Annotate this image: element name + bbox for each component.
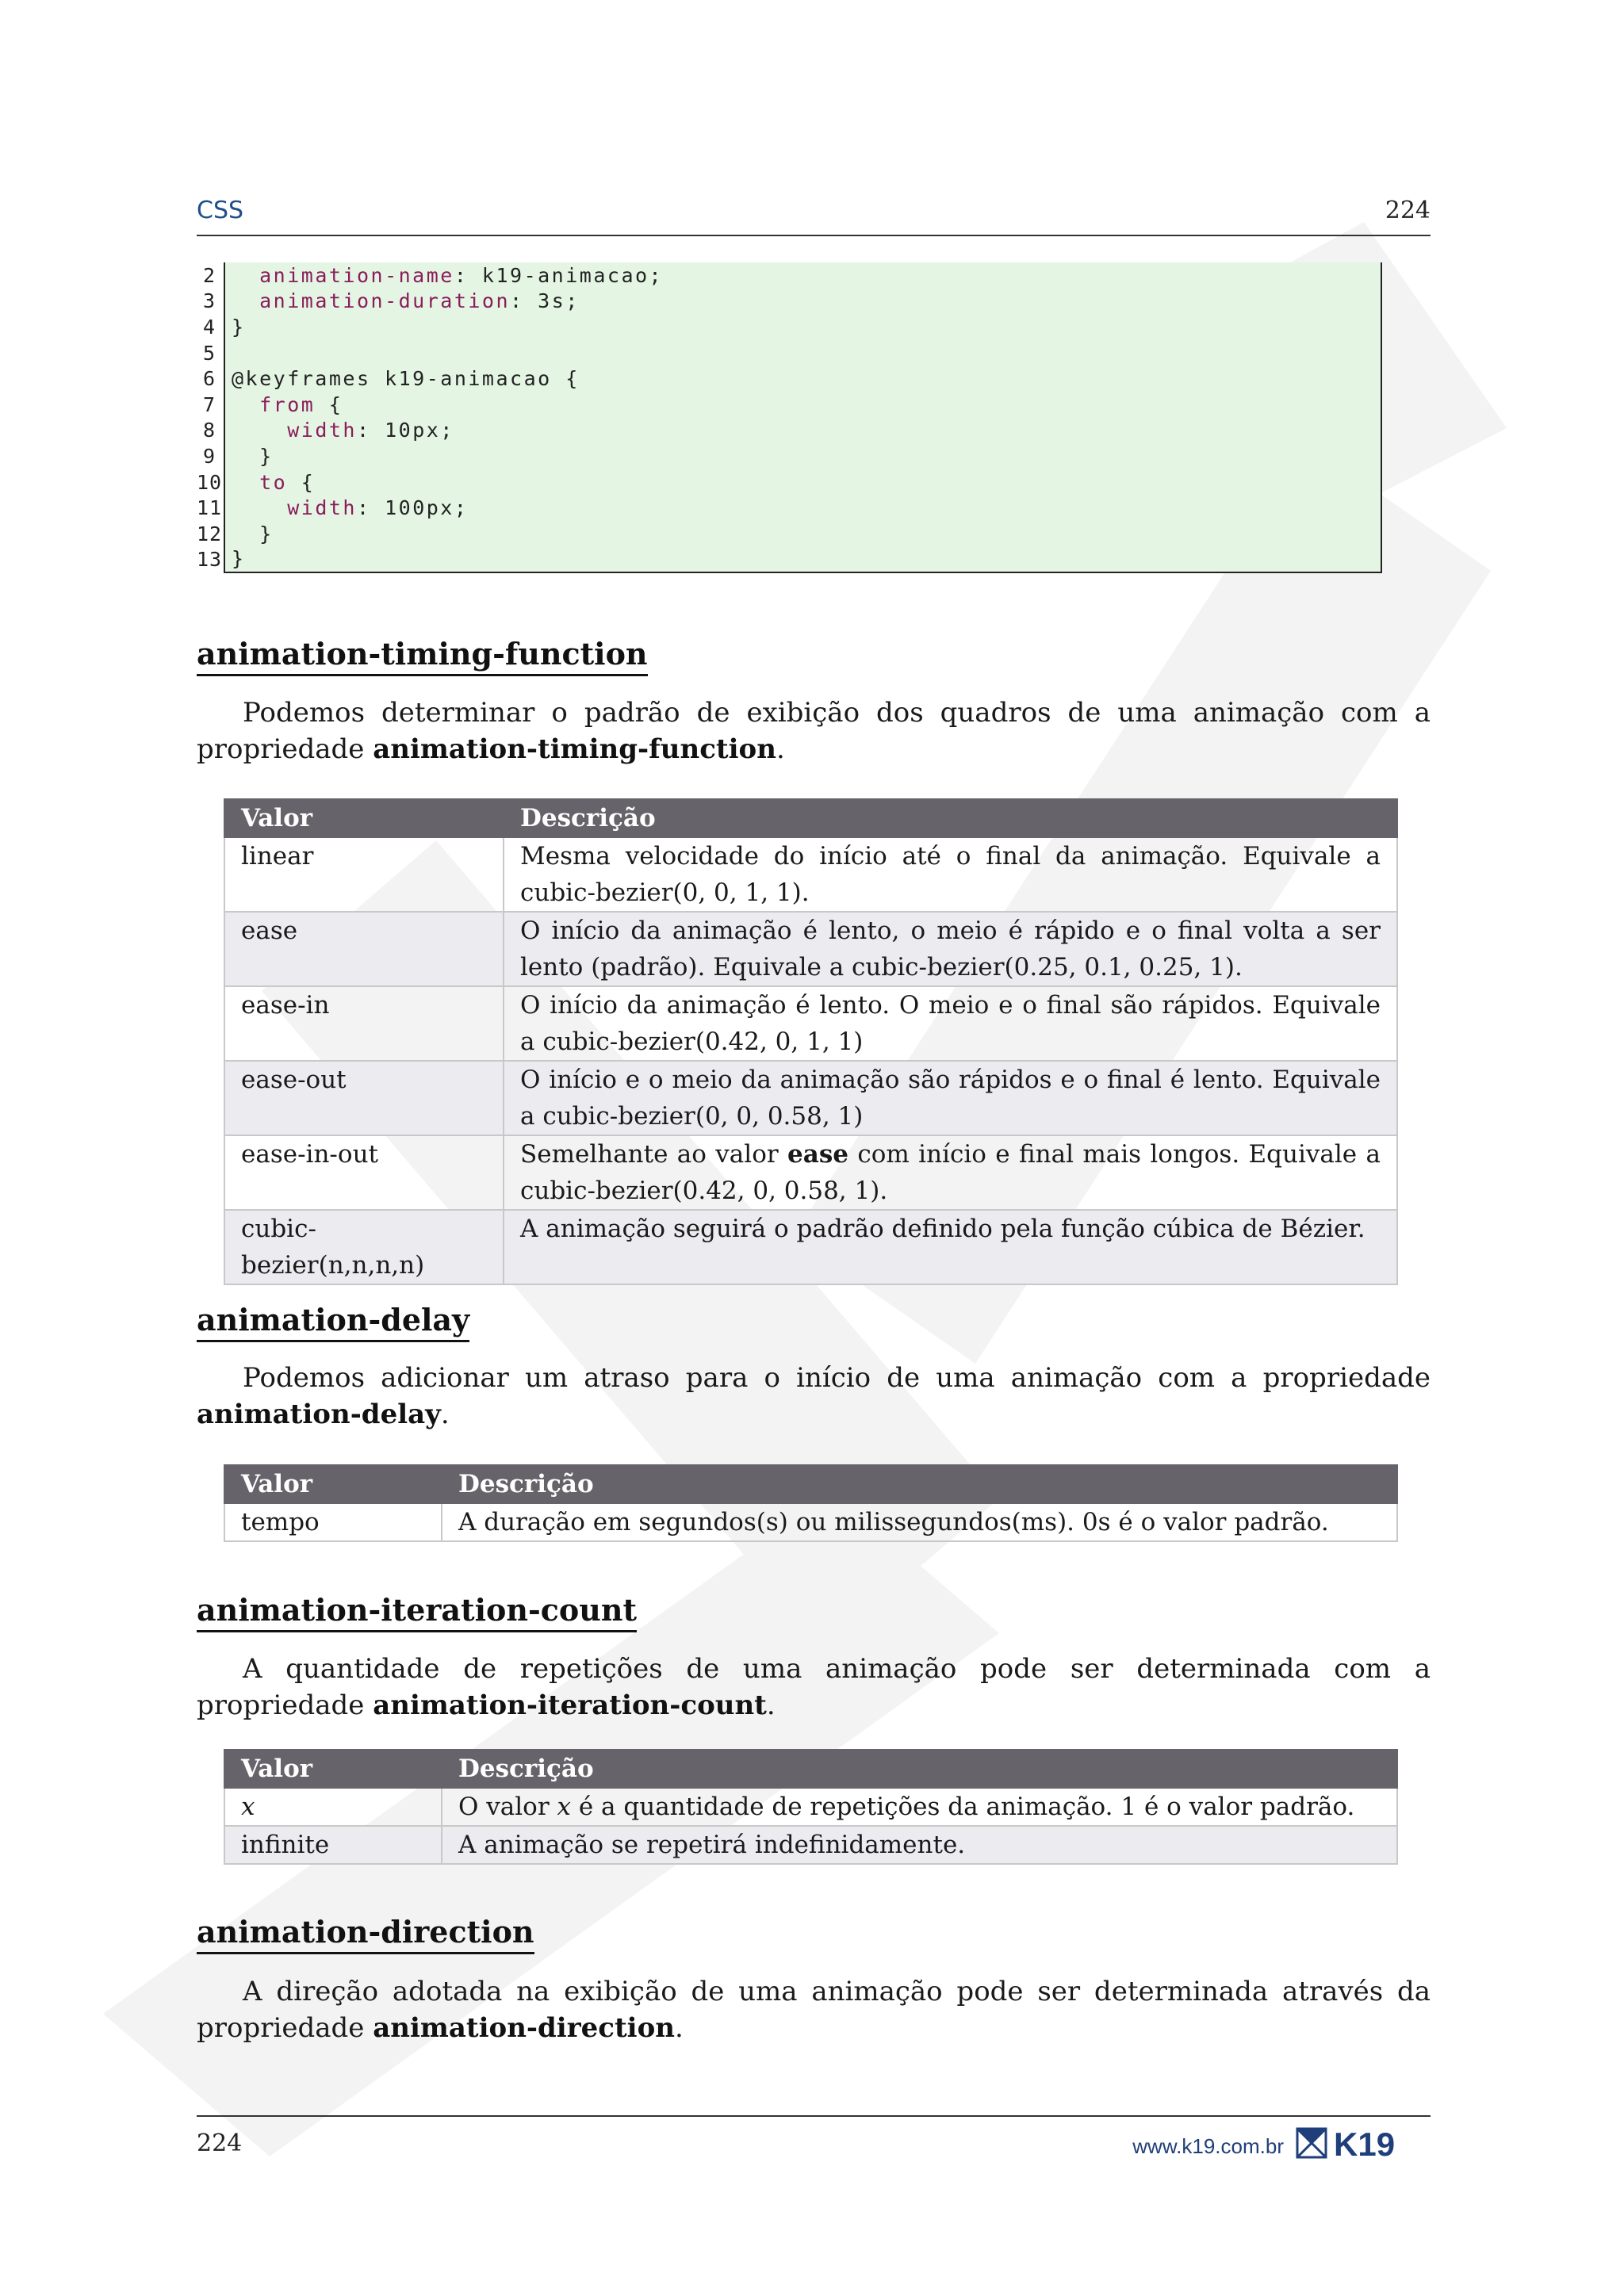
description-cell: A duração em segundos(s) ou milissegundos(ms). 0s é o valor padrão. (442, 1503, 1397, 1541)
line-number: 3 (202, 289, 216, 313)
paragraph-direction: A direção adotada na exibição de uma animação pode ser determinada através da propriedade animation-direction. (197, 1976, 1431, 2044)
chapter-title: CSS (197, 197, 244, 224)
table-row (224, 1061, 1397, 1135)
section-heading-direction: animation-direction (197, 1915, 534, 1954)
description-cell: Mesma velocidade do início até o final da animação. Equivale a cubic-bezier(0, 0, 1, 1). (504, 837, 1397, 912)
description-cell: O início da animação é lento. O meio e o final são rápidos. Equivale a cubic-bezier(0.42, 0, 1, 1) (504, 986, 1397, 1061)
code-text: from { (224, 392, 1382, 418)
column-header-description: Descrição (442, 1465, 1397, 1503)
code-line (197, 340, 1382, 366)
line-number: 10 (197, 470, 223, 494)
property-name: animation-iteration-count (373, 1689, 767, 1721)
line-number: 13 (197, 548, 223, 572)
code-text: @keyframes k19-animacao { (224, 365, 1382, 392)
footer-page-number: 224 (197, 2130, 243, 2157)
code-line (197, 469, 1382, 496)
code-text (224, 340, 1382, 366)
line-number: 2 (202, 263, 216, 287)
code-text: width : 100px; (224, 495, 1382, 521)
value-cell: linear (224, 837, 504, 912)
table-row (224, 912, 1397, 986)
column-header-value: Valor (224, 1750, 442, 1788)
code-text: width : 10px; (224, 418, 1382, 444)
code-line (197, 365, 1382, 392)
code-line (197, 418, 1382, 444)
line-number: 8 (202, 419, 216, 442)
table-header-row (224, 799, 1397, 837)
line-number: 7 (202, 392, 216, 416)
code-text: } (224, 314, 1382, 340)
table-header-row (224, 1465, 1397, 1503)
line-number: 4 (202, 315, 216, 339)
value-cell: ease-in-out (224, 1135, 504, 1210)
section-heading-delay: animation-delay (197, 1303, 469, 1342)
website-link[interactable]: www.k19.com.br (1132, 2134, 1284, 2158)
description-cell: O início e o meio da animação são rápidos e o final é lento. Equivale a cubic-bezier(0, 0, 0.58, 1) (504, 1061, 1397, 1135)
table-header-row (224, 1750, 1397, 1788)
table-row (224, 1788, 1397, 1826)
description-cell: A animação se repetirá indefinidamente. (442, 1826, 1397, 1864)
code-text: } (224, 443, 1382, 469)
paragraph-iteration-count: A quantidade de repetições de uma animação pode ser determinada com a propriedade animation-iteration-count. (197, 1653, 1431, 1721)
code-text: animation-name : k19-animacao; (224, 262, 1382, 289)
running-header (197, 197, 1431, 236)
line-number: 11 (197, 496, 223, 520)
timing-function-table (224, 798, 1398, 1285)
table-row (224, 837, 1397, 912)
line-number: 6 (202, 367, 216, 391)
description-cell: O início da animação é lento, o meio é rápido e o final volta a ser lento (padrão). Equivale a cubic-bezier(0.25, 0.1, 0.25, 1). (504, 912, 1397, 986)
page-footer (197, 2115, 1431, 2180)
description-cell: O valor x é a quantidade de repetições da animação. 1 é o valor padrão. (442, 1788, 1397, 1826)
column-header-description: Descrição (442, 1750, 1397, 1788)
table-row (224, 986, 1397, 1061)
k19-logo (1296, 2126, 1431, 2160)
value-cell: ease (224, 912, 504, 986)
section-heading-timing-function: animation-timing-function (197, 637, 648, 676)
section-heading-iteration-count: animation-iteration-count (197, 1593, 637, 1632)
code-text: } (224, 521, 1382, 547)
delay-table (224, 1464, 1398, 1542)
column-header-value: Valor (224, 799, 504, 837)
code-line (197, 443, 1382, 469)
table-row (224, 1503, 1397, 1541)
table-row (224, 1135, 1397, 1210)
table-row (224, 1210, 1397, 1284)
property-name: animation-delay (197, 1399, 441, 1430)
iteration-count-table (224, 1749, 1398, 1865)
paragraph-timing-function: Podemos determinar o padrão de exibição dos quadros de uma animação com a propriedade animation-timing-function. (197, 697, 1431, 765)
line-number: 12 (197, 522, 223, 545)
code-text: } (224, 546, 1382, 574)
code-listing (197, 262, 1382, 572)
code-line (197, 262, 1382, 289)
code-line (197, 547, 1382, 573)
code-text: animation-duration : 3s; (224, 289, 1382, 315)
property-name: animation-timing-function (373, 733, 776, 765)
code-line (197, 392, 1382, 418)
value-cell: ease-in (224, 986, 504, 1061)
code-line (197, 495, 1382, 521)
table-row (224, 1826, 1397, 1864)
code-line (197, 314, 1382, 340)
value-cell: tempo (224, 1503, 442, 1541)
description-cell: A animação seguirá o padrão definido pela função cúbica de Bézier. (504, 1210, 1397, 1284)
paragraph-delay: Podemos adicionar um atraso para o início de uma animação com a propriedade animation-delay. (197, 1362, 1431, 1430)
value-cell: cubic-bezier(n,n,n,n) (224, 1210, 504, 1284)
line-number: 5 (202, 341, 216, 365)
value-cell: x (224, 1788, 442, 1826)
column-header-description: Descrição (504, 799, 1397, 837)
code-line (197, 289, 1382, 315)
code-text: to { (224, 469, 1382, 496)
code-line (197, 521, 1382, 547)
column-header-value: Valor (224, 1465, 442, 1503)
svg-text:K19: K19 (1334, 2126, 1396, 2160)
property-name: animation-direction (373, 2012, 675, 2044)
description-cell: Semelhante ao valor ease com início e final mais longos. Equivale a cubic-bezier(0.42, 0, 0.58, 1). (504, 1135, 1397, 1210)
line-number: 9 (202, 444, 216, 468)
header-page-number: 224 (1385, 197, 1431, 224)
value-cell: infinite (224, 1826, 442, 1864)
value-cell: ease-out (224, 1061, 504, 1135)
